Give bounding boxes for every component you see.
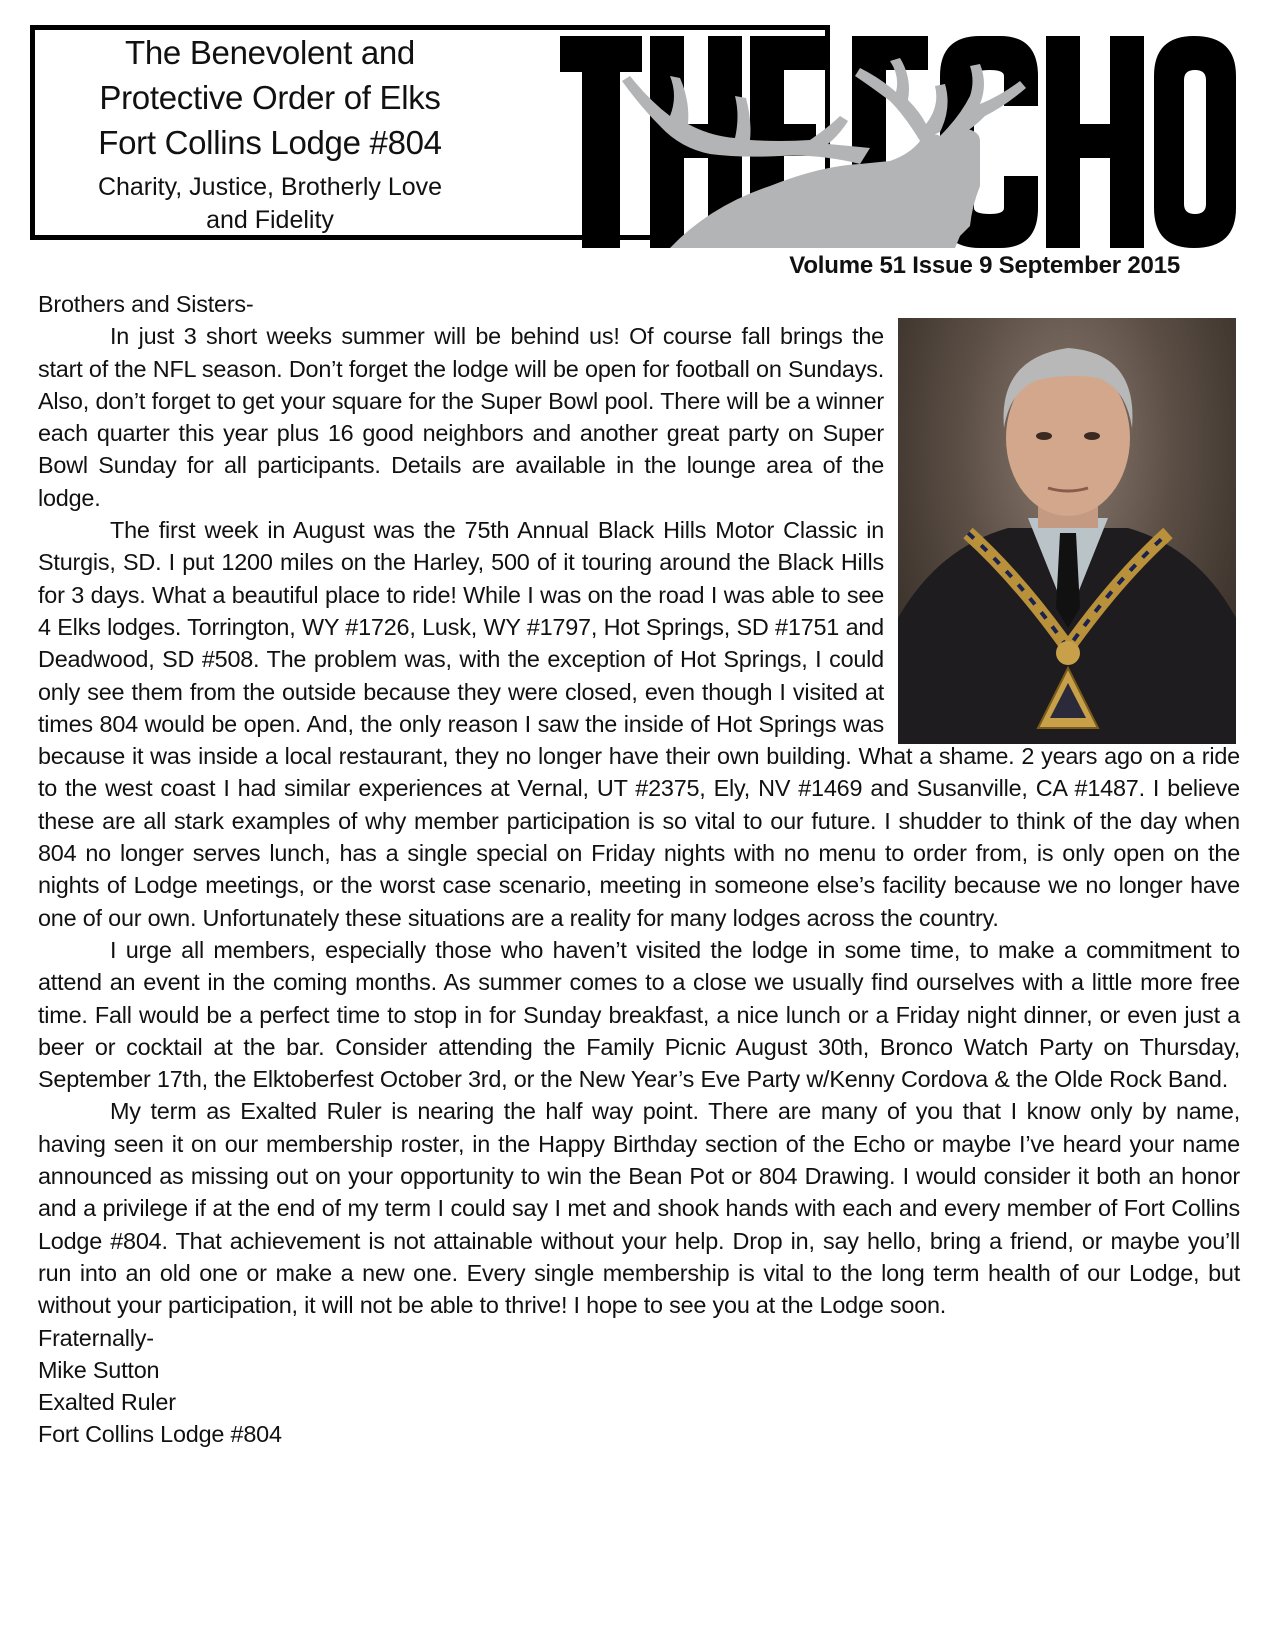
org-name-line-2: Protective Order of Elks: [99, 79, 441, 116]
closing: Fraternally-: [38, 1324, 154, 1351]
motto-line-2: and Fidelity: [206, 206, 334, 234]
paragraph-1: In just 3 short weeks summer will be behind us! Of course fall brings the start of the NFL season. Don’t forget the lodge will be open for football on Sundays. Also, don’t forget to get your square for the Super Bowl pool. There will be a winner each quarter this year plus 16 good neighbors and another great party on Super Bowl Sunday for all participants. Details are available in the lounge area of the lodge.: [38, 323, 884, 511]
photo-wrap-spacer: [884, 288, 1240, 738]
signature-title: Exalted Ruler: [38, 1389, 176, 1416]
the-echo-logo: [560, 36, 1240, 248]
signature-name: Mike Sutton: [38, 1356, 160, 1383]
org-name-line-3: Fort Collins Lodge #804: [98, 124, 442, 161]
org-name-line-1: The Benevolent and: [125, 34, 415, 71]
paragraph-4: My term as Exalted Ruler is nearing the half way point. There are many of you that I know only by name, having seen it on our membership roster, in the Happy Birthday section of the Echo or maybe I’ve heard your name announced as missing out on your opportunity to win the Bean Pot or 804 Drawing. I would consider it both an honor and a privilege if at the end of my term I could say I met and shook hands with each and every member of Fort Collins Lodge #804. That achievement is not attainable without your help. Drop in, say hello, bring a friend, or maybe you’ll run into an old one or make a new one. Every single membership is vital to the long term health of our Lodge, but without your participation, it will not be able to thrive! I hope to see you at the Lodge soon.: [38, 1098, 1240, 1319]
letter-from-exalted-ruler: [38, 288, 1240, 1451]
issue-volume-line: Volume 51 Issue 9 September 2015: [789, 252, 1180, 279]
paragraph-2: The first week in August was the 75th Annual Black Hills Motor Classic in Sturgis, SD. I put 1200 miles on the Harley, 500 of it touring around the Black Hills for 3 days. What a beautiful place to ride! While I was on the road I was able to see 4 Elks lodges. Torrington, WY #1726, Lusk, WY #1797, Hot Springs, SD #1751 and Deadwood, SD #508. The problem was, with the exception of Hot Springs, I could only see them from the outside because they were closed, even though I visited at times 804 would be open. And, the only reason I saw the inside of Hot Springs was because it was inside a local restaurant, they no longer have their own building. What a shame. 2 years ago on a ride to the west coast I had similar experiences at Vernal, UT #2375, Ely, NV #1469 and Susanville, CA #1487. I believe these are all stark examples of why member participation is so vital to our future. I shudder to think of the day when 804 no longer serves lunch, has a single special on Friday nights with no menu to order from, is only open on the nights of Lodge meetings, or the worst case scenario, meeting in someone else’s facility because we no longer have one of our own. Unfortunately these situations are a reality for many lodges across the country.: [38, 517, 1240, 931]
elk-head-silhouette-icon: [560, 36, 1240, 248]
motto-line-1: Charity, Justice, Brotherly Love: [97, 173, 443, 201]
signature-lodge: Fort Collins Lodge #804: [38, 1421, 282, 1448]
paragraph-3: I urge all members, especially those who haven’t visited the lodge in some time, to make a commitment to attend an event in the coming months. As summer comes to a close we usually find ourselves with a little more free time. Fall would be a perfect time to stop in for Sunday breakfast, a nice lunch or a Friday night dinner, or even just a beer or cocktail at the bar. Consider attending the Family Picnic August 30th, Bronco Watch Party on Thursday, September 17th, the Elktoberfest October 3rd, or the New Year’s Eve Party w/Kenny Cordova & the Olde Rock Band.: [38, 936, 1240, 1093]
motto: [35, 171, 505, 237]
salutation: Brothers and Sisters-: [38, 291, 254, 317]
masthead-org-block: [35, 30, 505, 237]
